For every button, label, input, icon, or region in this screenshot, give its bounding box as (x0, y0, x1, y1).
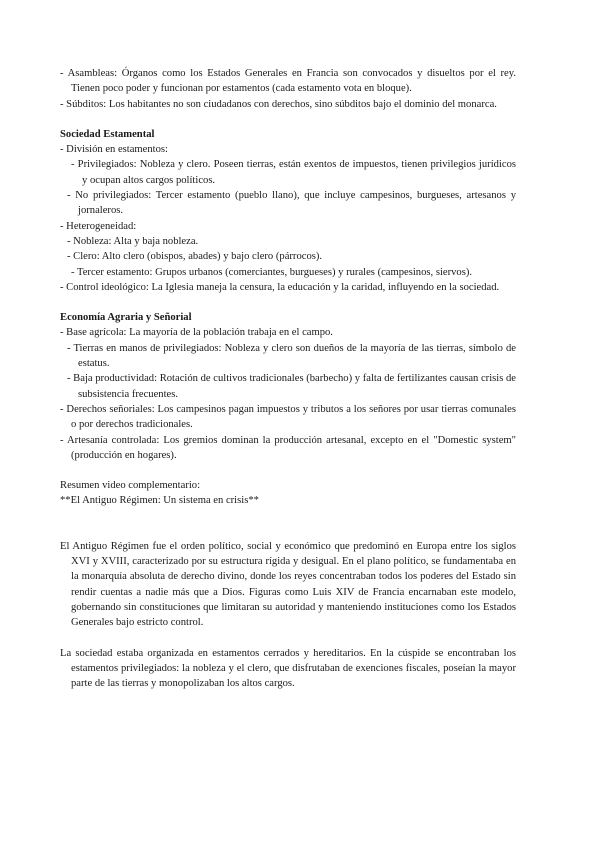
resumen-paragraph-2: La sociedad estaba organizada en estamentos cerrados y hereditarios. En la cúspide se encontraban los estamentos privilegiados: la nobleza y el clero, que disfrutaban de exenciones fiscales, poseían la mayor parte de las tierras y monopolizaban los altos cargos. (60, 647, 516, 690)
document-page (60, 66, 516, 691)
division-item: - División en estamentos: (60, 144, 168, 156)
tierras-item: - Tierras en manos de privilegiados: Nobleza y clero son dueños de la mayoría de las tierras, símbolo de estatus. (67, 342, 516, 370)
tercer-estamento-item: - Tercer estamento: Grupos urbanos (comerciantes, burgueses) y rurales (campesinos, siervos). (71, 266, 473, 278)
privilegiados-item: - Privilegiados: Nobleza y clero. Poseen tierras, están exentos de impuestos, tienen privilegios jurídicos y ocupan altos cargos políticos. (71, 159, 516, 186)
baja-productividad-item: - Baja productividad: Rotación de cultivos tradicionales (barbecho) y falta de fertilizantes causan crisis de subsistencia frecuentes. (67, 373, 516, 400)
blank-line (60, 509, 516, 524)
resumen-paragraph-1: El Antiguo Régimen fue el orden político, social y económico que predominó en Europa entre los siglos XVI y XVIII, caracterizado por su estructura rígida y desigual. En el plano político, se fundamentaba en la monarquía absoluta de derecho divino, donde los reyes concentraban todos los poderes del Estado sin rendir cuentas a nadie más que a Dios. Figuras como Luis XIV de Francia encarnaban este modelo, gobernando sin constituciones que limitaran su autoridad y manteniendo instituciones como los Estados Generales bajo estricto control. (60, 540, 516, 629)
economia-heading: Economía Agraria y Señorial (60, 312, 192, 324)
resumen-label: Resumen video complementario: (60, 480, 201, 492)
sociedad-heading: Sociedad Estamental (60, 128, 155, 140)
nobleza-item: - Nobleza: Alta y baja nobleza. (67, 235, 199, 247)
heterogeneidad-item: - Heterogeneidad: (60, 220, 137, 232)
no-privilegiados-item: - No privilegiados: Tercer estamento (pueblo llano), que incluye campesinos, burgueses, artesanos y jornaleros. (67, 190, 516, 217)
artesania-item: - Artesanía controlada: Los gremios dominan la producción artesanal, excepto en el "Domestic system" (producción en hogares). (60, 434, 516, 461)
base-agricola-item: - Base agrícola: La mayoría de la población trabaja en el campo. (60, 327, 333, 339)
subditos-item: - Súbditos: Los habitantes no son ciudadanos con derechos, sino súbditos bajo el dominio del monarca. (60, 98, 497, 110)
control-ideologico-item: - Control ideológico: La Iglesia maneja la censura, la educación y la caridad, influyendo en la sociedad. (60, 281, 500, 293)
derechos-senoriales-item: - Derechos señoriales: Los campesinos pagan impuestos y tributos a los señores por usar tierras comunales o por derechos tradicionales. (60, 403, 516, 431)
asambleas-item: - Asambleas: Órganos como los Estados Generales en Francia son convocados y disueltos por el rey. Tienen poco poder y funcionan por estamentos (cada estamento vota en bloque). (60, 68, 516, 95)
clero-item: - Clero: Alto clero (obispos, abades) y bajo clero (párrocos). (67, 251, 323, 263)
resumen-heading: **El Antiguo Régimen: Un sistema en crisis** (60, 495, 259, 507)
